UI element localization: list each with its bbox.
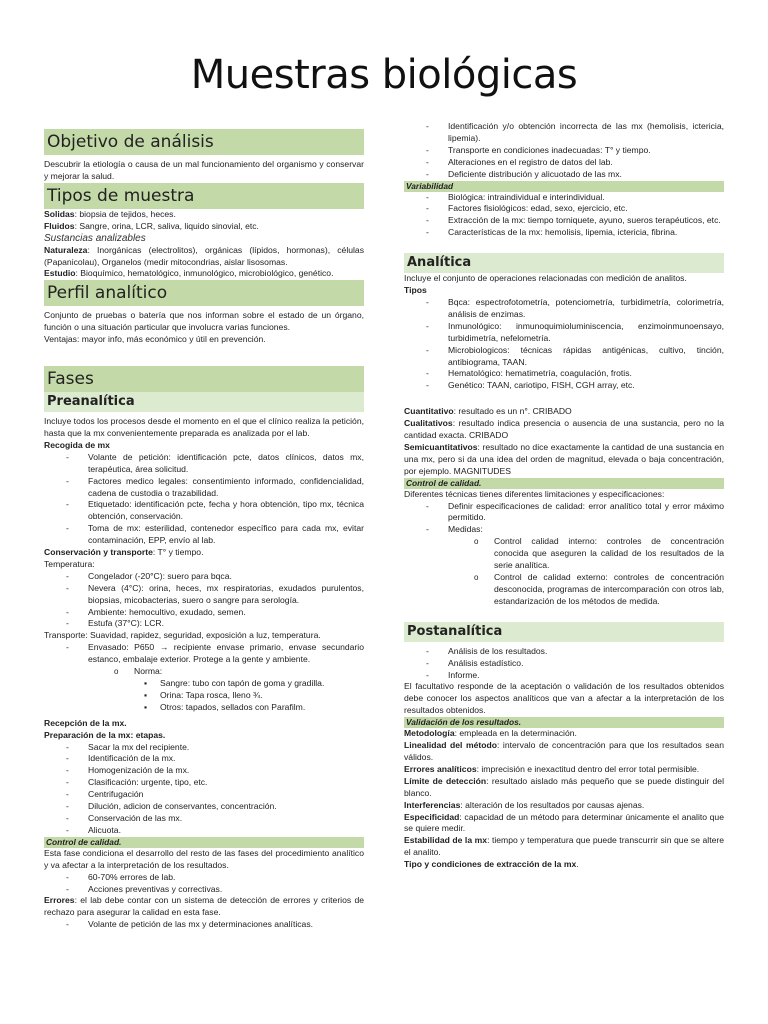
postanalitica-heading: Postanalítica bbox=[404, 622, 724, 642]
list-item: - Medidas: bbox=[404, 524, 724, 536]
fases-heading: Fases bbox=[44, 366, 364, 392]
list-item: - Factores fisiológicos: edad, sexo, ejercicio, etc. bbox=[404, 203, 724, 215]
postanalitica-text: El facultativo responde de la aceptación o validación de los resultados obtenidos debe conocer los aspectos analíticos que van a afectar a la interpretación de los resultados obtenidos. bbox=[404, 681, 724, 716]
def-line: Linealidad del método: intervalo de concentración para que los resultados sean válidos. bbox=[404, 740, 724, 762]
list-item: - Microbiologicos: técnicas rápidas antigénicas, cultivo, tinción, antibiograma, TAAN. bbox=[404, 345, 724, 369]
control-calidad-text: Esta fase condiciona el desarrollo del resto de las fases del procedimiento analítico y va afectar a la interpretación de los resultados. bbox=[44, 847, 364, 870]
analitica-control-list bbox=[404, 501, 724, 608]
norma-item: o Norma: bbox=[44, 666, 364, 678]
list-item: - Extracción de la mx: tiempo torniquete, ayuno, sueros terapéuticos, etc. bbox=[404, 215, 724, 227]
def-line: Interferencias: alteración de los resultados por causas ajenas. bbox=[404, 799, 645, 810]
validacion-heading: Validación de los resultados. bbox=[404, 717, 724, 728]
objetivo-heading: Objetivo de análisis bbox=[44, 129, 364, 155]
list-item: - Conservación de las mx. bbox=[44, 813, 364, 825]
naturaleza-line: Naturaleza: Inorgánicas (electrolitos), orgánicas (lípidos, hormonas), células (Papanicolau), Organelos (medir mitocondrias, aislar lisosomas. bbox=[44, 244, 364, 267]
postanalitica-list bbox=[404, 646, 724, 682]
def-line: Límite de detección: resultado aislado más pequeño que se puede distinguir del blanco. bbox=[404, 775, 724, 798]
left-column bbox=[44, 129, 364, 931]
cualitativo-line: Cualitativos: resultado indica presencia o ausencia de una sustancia, pero no la cantidad exacta. CRIBADO bbox=[404, 418, 724, 441]
def-line: Especificidad: capacidad de un método para determinar únicamente el analito que se quiere medir. bbox=[404, 811, 724, 834]
list-item: - Genético: TAAN, cariotipo, FISH, CGH array, etc. bbox=[404, 380, 724, 392]
recogida-list bbox=[44, 452, 364, 547]
def-line: Metodología: empleada en la determinación. bbox=[404, 728, 577, 739]
control-calidad-heading: Control de calidad. bbox=[44, 837, 364, 848]
def-line: Errores analíticos: imprecisión e inexactitud dentro del error total permisible. bbox=[404, 763, 700, 774]
list-item: - Deficiente distribución y alicuotado de las mx. bbox=[404, 169, 724, 181]
list-item: - Volante de petición: identificación pcte, datos clínicos, datos mx, terapéutica, área solicitud. bbox=[44, 452, 364, 476]
list-item: ▪ Otros: tapados, sellados con Parafilm. bbox=[44, 702, 364, 714]
analitica-tipos-list bbox=[404, 297, 724, 392]
tipos-heading: Tipos de muestra bbox=[44, 183, 364, 209]
perfil-text: Conjunto de pruebas o batería que nos informan sobre el estado de un órgano, función o una situación particular que involucra varias funciones. bbox=[44, 310, 364, 333]
list-item: - Ambiente: hemocultivo, exudado, semen. bbox=[44, 607, 364, 619]
tipos-label: Tipos bbox=[404, 285, 427, 296]
list-item: - Sacar la mx del recipiente. bbox=[44, 742, 364, 754]
preparacion-label: Preparación de la mx: etapas. bbox=[44, 729, 166, 740]
list-item: ▪ Orina: Tapa rosca, lleno ¾. bbox=[44, 690, 364, 702]
list-item: ▪ Sangre: tubo con tapón de goma y gradilla. bbox=[44, 678, 364, 690]
list-item: - Informe. bbox=[404, 670, 724, 682]
list-item: - Biológica: intraindividual e interindividual. bbox=[404, 192, 724, 204]
list-item: o Control de calidad externo: controles de concentración desconocida, programas de intercomparación con otros lab, estandarización de los métodos de medida. bbox=[404, 572, 724, 608]
list-item: - Características de la mx: hemolisis, lipemia, ictericia, fibrina. bbox=[404, 227, 724, 239]
list-item: - Centrifugación bbox=[44, 789, 364, 801]
list-item: - Acciones preventivas y correctivas. bbox=[44, 884, 364, 896]
preanalitica-intro: Incluye todos los procesos desde el momento en el que el clínico realiza la petición, hasta que la mx convenientemente preparada es analizada por el lab. bbox=[44, 416, 364, 438]
analitica-intro: Incluye el conjunto de operaciones relacionadas con medición de analitos. bbox=[404, 273, 687, 284]
def-line: Estabilidad de la mx: tiempo y temperatura que puede transcurrir sin que se altere el analito. bbox=[404, 835, 725, 858]
control-calidad-list bbox=[44, 872, 364, 896]
list-item: - Homogenización de la mx. bbox=[44, 765, 364, 777]
solidas-line: Solidas: biopsia de tejidos, heces. bbox=[44, 208, 176, 219]
analitica-control-heading: Control de calidad. bbox=[404, 478, 724, 489]
list-item: o Control calidad interno: controles de concentración conocida que aseguren la calidad de los resultados de la serie analítica. bbox=[404, 536, 724, 572]
variabilidad-list bbox=[404, 192, 724, 240]
perfil-ventajas: Ventajas: mayor info, más económico y útil en prevención. bbox=[44, 334, 266, 345]
list-item: - Identificación y/o obtención incorrecta de las mx (hemolisis, ictericia, lipemia). bbox=[404, 121, 724, 145]
objetivo-text: Descubrir la etiología o causa de un mal funcionamiento del organismo y conservar y mejorar la salud. bbox=[44, 159, 364, 181]
list-item: - 60-70% errores de lab. bbox=[44, 872, 364, 884]
list-item: - Toma de mx: esterilidad, contenedor específico para cada mx, evitar contaminación, EPP, envío al lab. bbox=[44, 523, 364, 547]
list-item: - Análisis de los resultados. bbox=[404, 646, 724, 658]
def-line: Tipo y condiciones de extracción de la mx. bbox=[404, 859, 579, 870]
list-item: - Clasificación: urgente, tipo, etc. bbox=[44, 777, 364, 789]
errores-continued-list bbox=[404, 121, 724, 181]
list-item: - Estufa (37°C): LCR. bbox=[44, 618, 364, 630]
list-item: - Envasado: P650 → recipiente envase primario, envase secundario estanco, embalaje exterior. Protege a la gente y ambiente. bbox=[44, 642, 364, 666]
list-item: - Congelador (-20°C): suero para bqca. bbox=[44, 571, 364, 583]
page-title: Muestras biológicas bbox=[190, 52, 578, 98]
preanalitica-heading: Preanalítica bbox=[44, 392, 364, 412]
estudio-line: Estudio: Bioquímico, hematológico, inmunológico, microbiológico, genético. bbox=[44, 268, 334, 279]
list-item: - Volante de petición de las mx y determinaciones analíticas. bbox=[44, 919, 364, 931]
list-item: - Definir especificaciones de calidad: error analítico total y error máximo permitido. bbox=[404, 501, 724, 525]
fluidos-line: Fluidos: Sangre, orina, LCR, saliva, liquido sinovial, etc. bbox=[44, 220, 259, 231]
variabilidad-heading: Variabilidad bbox=[404, 181, 724, 192]
list-item: - Dilución, adicion de conservantes, concentración. bbox=[44, 801, 364, 813]
preparacion-list bbox=[44, 742, 364, 837]
conservacion-line: Conservación y transporte: T° y tiempo. bbox=[44, 547, 204, 558]
list-item: - Transporte en condiciones inadecuadas: T° y tiempo. bbox=[404, 145, 724, 157]
cuantitativo-line: Cuantitativo: resultado es un n°. CRIBADO bbox=[404, 406, 572, 417]
list-item: - Etiquetado: identificación pcte, fecha y hora obtención, tipo mx, técnica obtención, conservación. bbox=[44, 499, 364, 523]
list-item: - Inmunológico: inmunoquimioluminiscencia, enzimoinmunoensayo, turbidimetría, nefelometría. bbox=[404, 321, 724, 345]
semicuantitativo-line: Semicuantitativos: resultado no dice exactamente la cantidad de una sustancia en una mx, pero si da una idea del orden de magnitud, elevada o baja concentración, por ejemplo. MAGNITUDES bbox=[404, 441, 724, 476]
errores-line: Errores: el lab debe contar con un sistema de detección de errores y criterios de rechazo para asegurar la calidad en esta fase. bbox=[44, 895, 364, 918]
recepcion-label: Recepción de la mx. bbox=[44, 717, 127, 728]
errores-list bbox=[44, 919, 364, 931]
list-item: - Factores medico legales: consentimiento informado, confidencialidad, cadena de custodia o trazabilidad. bbox=[44, 476, 364, 500]
list-item: - Identificación de la mx. bbox=[44, 753, 364, 765]
list-item: - Nevera (4°C): orina, heces, mx respiratorias, exudados purulentos, biopsias, micobacterias, suero o sangre para serología. bbox=[44, 583, 364, 607]
list-item: - Bqca: espectrofotometría, potenciometría, turbidimetría, colorimetría, análisis de enzimas. bbox=[404, 297, 724, 321]
right-column bbox=[404, 121, 724, 871]
list-item: - Análisis estadístico. bbox=[404, 658, 724, 670]
perfil-heading: Perfil analítico bbox=[44, 280, 364, 306]
transporte-line: Transporte: Suavidad, rapidez, seguridad, exposición a luz, temperatura. bbox=[44, 630, 321, 641]
analitica-heading: Analítica bbox=[404, 253, 724, 273]
list-item: - Hematológico: hematimetría, coagulación, frotis. bbox=[404, 368, 724, 380]
analitica-control-text: Diferentes técnicas tienes diferentes limitaciones y especificaciones: bbox=[404, 488, 665, 499]
recogida-label: Recogida de mx bbox=[44, 439, 110, 450]
sustancias-subheading: Sustancias analizables bbox=[44, 232, 146, 244]
list-item: - Alteraciones en el registro de datos del lab. bbox=[404, 157, 724, 169]
list-item: - Alicuota. bbox=[44, 825, 364, 837]
temperatura-list bbox=[44, 571, 364, 631]
transporte-list bbox=[44, 642, 364, 713]
temperatura-label: Temperatura: bbox=[44, 558, 95, 569]
